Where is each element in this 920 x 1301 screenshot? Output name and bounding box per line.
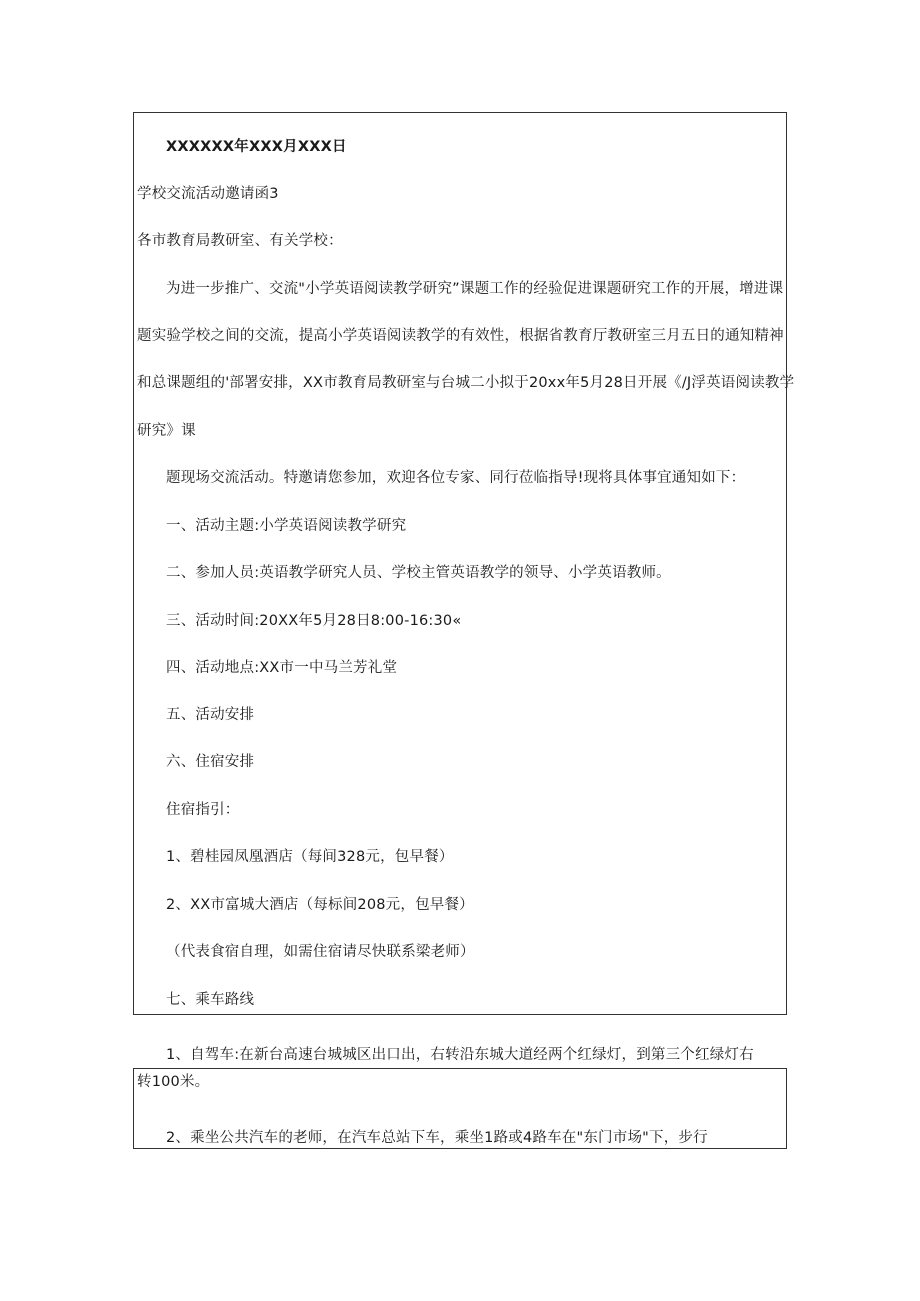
intro-line-4: 研究》课: [137, 423, 196, 439]
route-bus: 2、乘坐公共汽车的老师，在汽车总站下车，乘坐1路或4路车在"东门市场"下，步行: [166, 1130, 708, 1146]
meal-note: （代表食宿自理，如需住宿请尽快联系梁老师）: [166, 944, 475, 960]
item-time: 三、活动时间:20XX年5月28日8:00-16:30«: [166, 613, 462, 629]
lodging-guide: 住宿指引：: [166, 802, 240, 818]
item-lodging: 六、住宿安排: [166, 754, 255, 770]
item-schedule: 五、活动安排: [166, 707, 255, 723]
document-title: 学校交流活动邀请函3: [137, 186, 279, 202]
hotel-1: 1、碧桂园凤凰酒店（每间328元，包早餐）: [166, 849, 454, 865]
route-drive-line-2: 转100米。: [137, 1074, 210, 1090]
intro-line-5: 题现场交流活动。特邀请您参加，欢迎各位专家、同行莅临指导!现将具体事宜通知如下：: [166, 470, 746, 486]
intro-line-3: 和总课题组的'部署安排，XX市教育局教研室与台城二小拟于20xx年5月28日开展《/J浮英语阅读教学: [137, 375, 795, 391]
route-drive-line-1: 1、自驾车:在新台高速台城城区出口出，右转沿东城大道经两个红绿灯，到第三个红绿灯右: [166, 1047, 754, 1063]
date-line: XXXXXX年XXX月XXX日: [166, 139, 347, 155]
item-participants: 二、参加人员:英语教学研究人员、学校主管英语教学的领导、小学英语教师。: [166, 565, 671, 581]
salutation: 各市教育局教研室、有关学校：: [137, 233, 343, 249]
item-theme: 一、活动主题:小学英语阅读教学研究: [166, 518, 407, 534]
intro-line-2: 题实验学校之间的交流，提高小学英语阅读教学的有效性，根据省教育厅教研室三月五日的通知精神: [137, 328, 784, 344]
hotel-2: 2、XX市富城大酒店（每标间208元，包早餐）: [166, 897, 474, 913]
item-venue: 四、活动地点:XX市一中马兰芳礼堂: [166, 660, 398, 676]
item-route: 七、乘车路线: [166, 992, 255, 1008]
intro-line-1: 为进一步推广、交流"小学英语阅读教学研究”课题工作的经验促进课题研究工作的开展，增进课: [166, 281, 784, 297]
